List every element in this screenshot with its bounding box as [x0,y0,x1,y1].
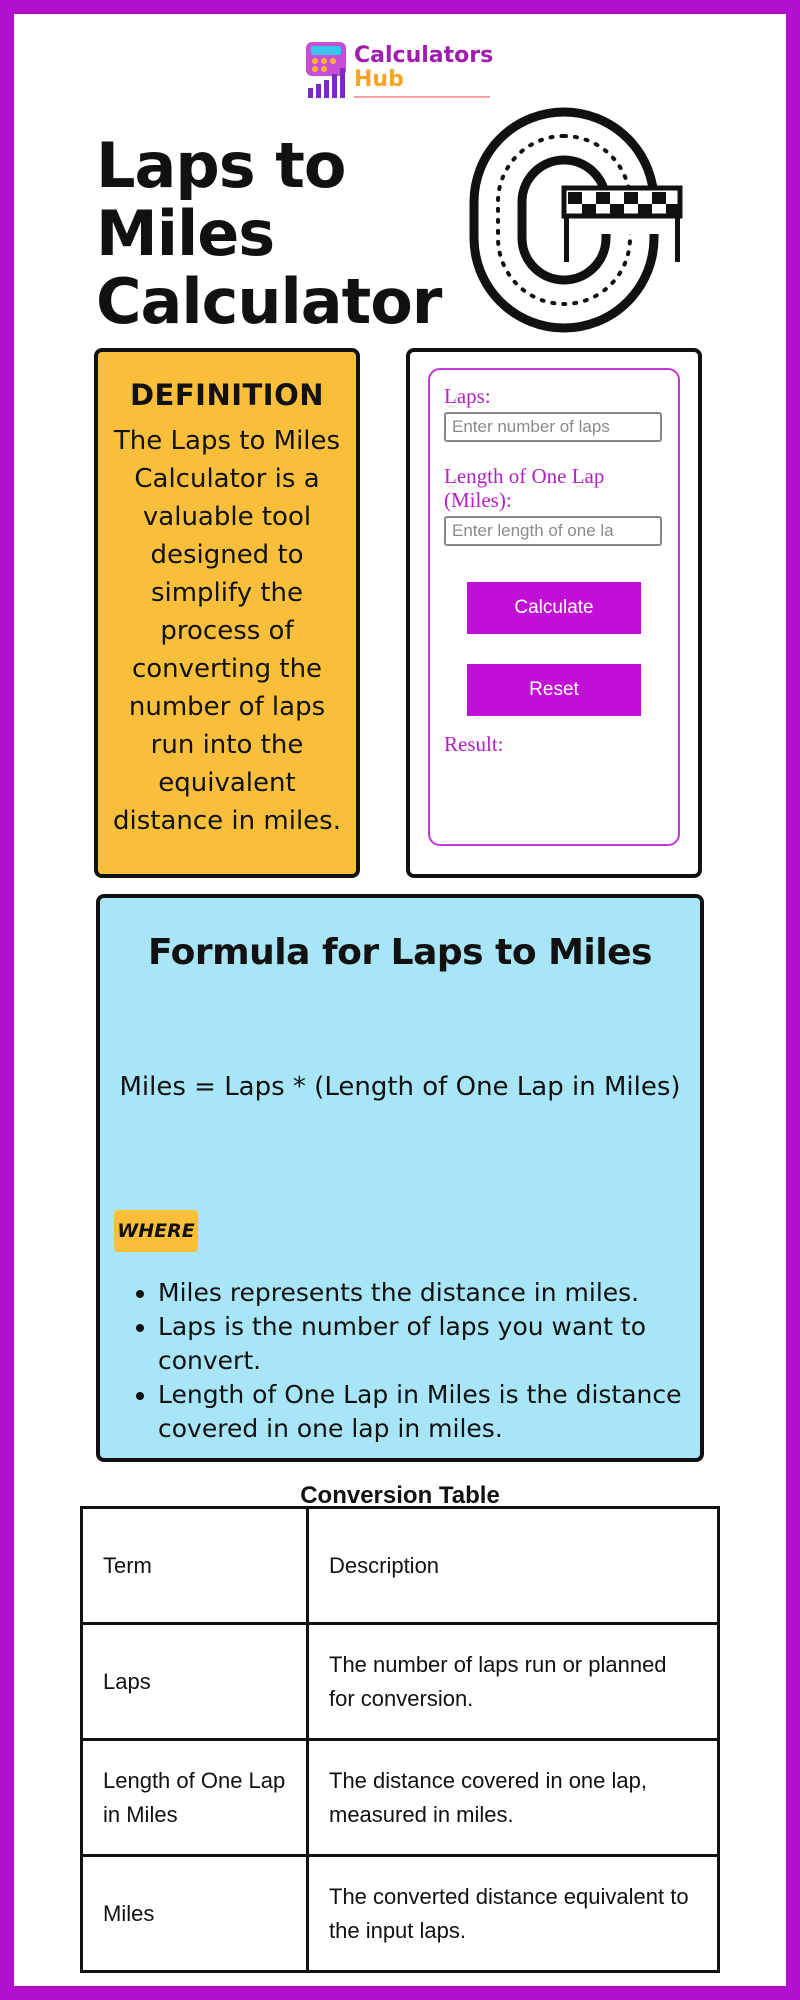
definition-card [94,348,360,878]
reset-button[interactable]: Reset [467,664,641,716]
table-row [82,1856,719,1972]
conversion-table [80,1506,720,1973]
infographic-page [14,14,786,1986]
logo-line2: Hub [354,67,404,92]
table-cell: Length of One Lap in Miles [82,1740,308,1856]
where-badge: WHERE [114,1210,198,1252]
logo-line1: Calculators [354,43,494,68]
page-title: Laps to Miles Calculator [96,129,442,338]
formula-card [96,894,704,1462]
race-track-icon [464,102,694,342]
calculator-form [428,368,680,846]
list-item: • Laps is the number of laps you want to convert. [158,1310,690,1378]
definition-text: The Laps to Miles Calculator is a valuable tool designed to simplify the process of converting the number of laps run into the equivalent distance in miles. [113,426,341,836]
list-item: • Length of One Lap in Miles is the distance covered in one lap in miles. [158,1378,690,1446]
definition-heading: DEFINITION [129,378,325,412]
calculator-card [406,348,702,878]
lap-length-input[interactable] [444,516,662,546]
list-item: • Miles represents the distance in miles. [158,1276,690,1310]
laps-label: Laps: [444,384,491,408]
logo-wordmark [354,44,493,92]
formula-variable-list [140,1276,690,1446]
laps-input[interactable] [444,412,662,442]
calculate-button[interactable]: Calculate [467,582,641,634]
table-cell: Laps [82,1624,308,1740]
table-cell: The converted distance equivalent to the input laps. [308,1856,719,1972]
table-row [82,1740,719,1856]
table-cell: Term [82,1508,308,1624]
lap-length-label: Length of One Lap (Miles): [444,464,605,512]
table-cell: Description [308,1508,719,1624]
table-caption: Conversion Table [300,1482,500,1509]
calculators-hub-logo[interactable] [304,38,504,104]
table-cell: The distance covered in one lap, measured in miles. [308,1740,719,1856]
formula-title: Formula for Laps to Miles [148,932,652,973]
logo-underline [354,96,490,98]
table-row [82,1624,719,1740]
result-label: Result: [444,732,504,756]
logo-icon [304,40,350,100]
table-row [82,1508,719,1624]
formula-equation: Miles = Laps * (Length of One Lap in Miles) [119,1072,681,1102]
table-cell: Miles [82,1856,308,1972]
table-cell: The number of laps run or planned for conversion. [308,1624,719,1740]
